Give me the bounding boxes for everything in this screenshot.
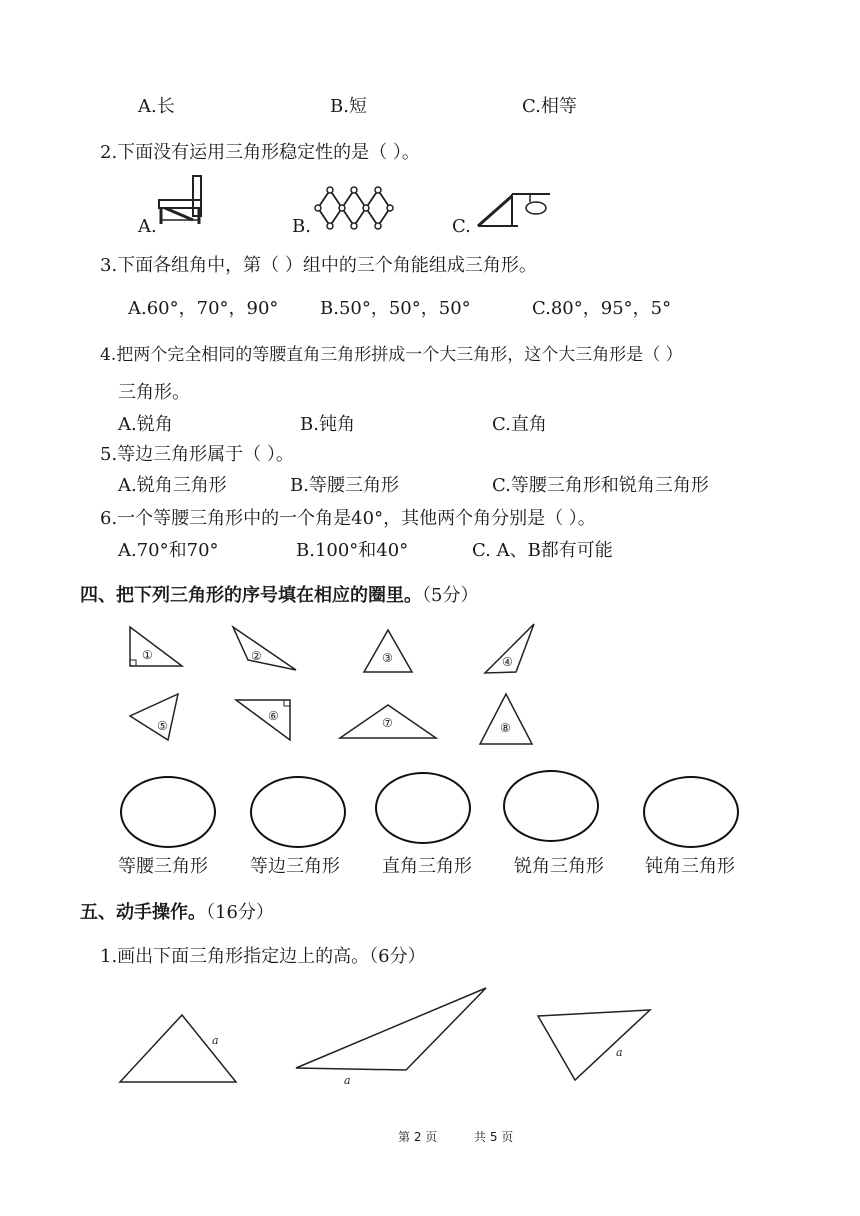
q2-option-c: C.	[452, 216, 471, 237]
q5-option-c: C.等腰三角形和锐角三角形	[492, 475, 709, 496]
footer-page-total: 共 5 页	[474, 1130, 514, 1144]
q3-option-a: A.60°，70°，90°	[128, 298, 279, 319]
section5-q1-stem: 1.画出下面三角形指定边上的高。（6分）	[100, 946, 426, 967]
q5-option-a: A.锐角三角形	[118, 475, 227, 496]
q2-option-a: A.	[138, 216, 157, 237]
triangle-label-4: ④	[502, 655, 513, 669]
q6-option-a: A.70°和70°	[118, 540, 219, 561]
q3-option-c: C.80°，95°，5°	[532, 298, 672, 319]
q6-option-c: C. A、B都有可能	[472, 540, 613, 561]
q6-option-b: B.100°和40°	[296, 540, 409, 561]
q4-stem-continued: 三角形。	[118, 382, 190, 403]
q6-stem: 6.一个等腰三角形中的一个角是40°，其他两个角分别是（ ）。	[100, 508, 596, 529]
q3-stem: 3.下面各组角中，第（ ）组中的三个角能组成三角形。	[100, 255, 537, 276]
section5-title: 五、动手操作。	[80, 902, 206, 923]
category-label-isosceles: 等腰三角形	[118, 856, 208, 877]
side-label-1: a	[212, 1034, 219, 1047]
category-label-obtuse: 钝角三角形	[645, 856, 735, 877]
q2-option-b: B.	[292, 216, 311, 237]
side-label-2: a	[344, 1074, 351, 1087]
drawing-triangle-2	[296, 988, 486, 1070]
q2-stem: 2.下面没有运用三角形稳定性的是（ ）。	[100, 142, 420, 163]
q4-option-c: C.直角	[492, 414, 547, 435]
section5-points: （16分）	[206, 902, 274, 923]
q1-option-a: A.长	[138, 96, 175, 117]
drawing-triangle-3	[538, 1010, 650, 1080]
q4-option-a: A.锐角	[118, 414, 173, 435]
q4-stem: 4.把两个完全相同的等腰直角三角形拼成一个大三角形，这个大三角形是（ ）	[100, 345, 683, 365]
triangle-label-7: ⑦	[382, 716, 393, 730]
q1-option-c: C.相等	[522, 96, 577, 117]
section4-points: （5分）	[422, 585, 479, 606]
triangle-label-6: ⑥	[268, 709, 279, 723]
q3-option-b: B.50°，50°，50°	[320, 298, 471, 319]
triangle-label-8: ⑧	[500, 721, 511, 735]
q5-stem: 5.等边三角形属于（ ）。	[100, 444, 294, 465]
q4-option-b: B.钝角	[300, 414, 355, 435]
q1-option-b: B.短	[330, 96, 367, 117]
triangle-label-3: ③	[382, 651, 393, 665]
side-label-3: a	[616, 1046, 623, 1059]
triangle-label-1: ①	[142, 648, 153, 662]
triangle-label-5: ⑤	[157, 719, 168, 733]
drawing-triangle-1	[120, 1015, 236, 1082]
footer-page-number: 第 2 页	[398, 1130, 438, 1144]
section4-title: 四、把下列三角形的序号填在相应的圈里。	[80, 585, 422, 606]
q5-option-b: B.等腰三角形	[290, 475, 399, 496]
category-label-right: 直角三角形	[382, 856, 472, 877]
category-label-acute: 锐角三角形	[514, 856, 604, 877]
category-label-equilateral: 等边三角形	[250, 856, 340, 877]
triangle-label-2: ②	[251, 649, 262, 663]
